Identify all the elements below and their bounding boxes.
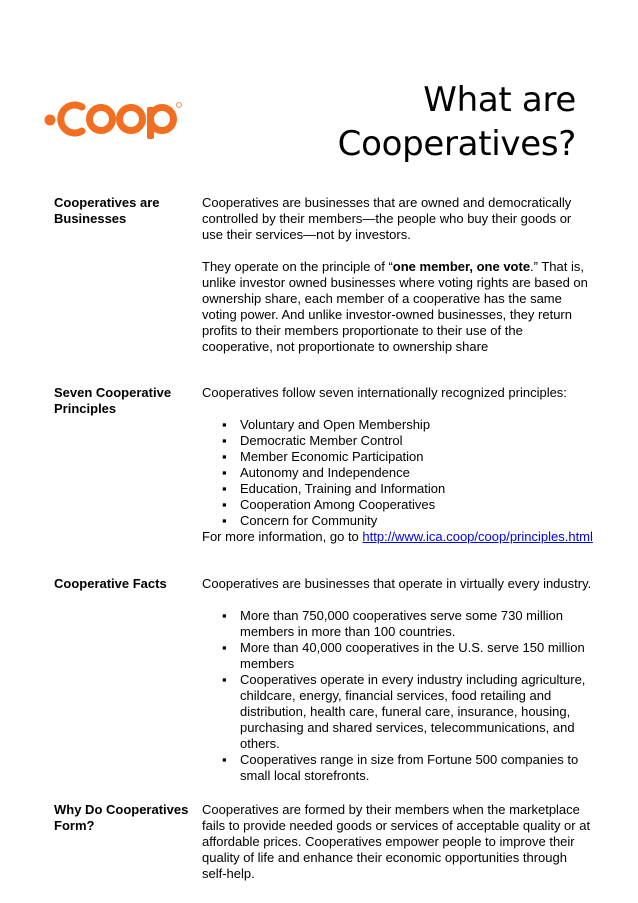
section-label <box>54 195 202 355</box>
label-line: Businesses <box>54 211 127 226</box>
section-label <box>54 385 202 545</box>
section-businesses <box>54 195 594 355</box>
page-title <box>338 78 576 166</box>
list-item: ▪ Cooperatives operate in every industry including agriculture, childcare, energy, financial services, food retailing and distribution, health care, funeral care, insurance, housing, purchasing and shared services, telecommunications, and others. <box>240 672 594 752</box>
label-line: Why Do Cooperatives <box>54 802 189 817</box>
label-line: Cooperative Facts <box>54 576 167 591</box>
section-body <box>202 385 594 545</box>
paragraph: Cooperatives follow seven internationally recognized principles: <box>202 385 567 400</box>
label-line: Seven Cooperative <box>54 385 172 400</box>
list-item: ▪ Autonomy and Independence <box>240 465 594 481</box>
section-principles <box>54 385 594 545</box>
bold-phrase: one member, one vote <box>392 259 531 274</box>
principles-list <box>202 417 594 529</box>
document-body <box>54 195 594 882</box>
section-body <box>202 802 594 882</box>
section-why-form <box>54 802 594 882</box>
section-label <box>54 802 202 882</box>
list-item: ▪ Concern for Community <box>240 513 594 529</box>
facts-list <box>202 608 594 784</box>
label-line: Form? <box>54 818 95 833</box>
section-body <box>202 576 594 784</box>
section-body <box>202 195 594 355</box>
list-item: ▪ Voluntary and Open Membership <box>240 417 594 433</box>
list-item: ▪ Member Economic Participation <box>240 449 594 465</box>
paragraph: Cooperatives are businesses that operate in virtually every industry. <box>202 576 592 591</box>
title-line-1: What are <box>423 80 576 120</box>
paragraph <box>202 529 594 545</box>
list-item: ▪ More than 40,000 cooperatives in the U.S. serve 150 million members <box>240 640 594 672</box>
text: For more information, go to <box>202 529 363 544</box>
paragraph: Cooperatives are businesses that are owned and democratically controlled by their members—the people who buy their goods or use their services—not by investors. <box>202 195 572 242</box>
text: They operate on the principle of “ <box>202 259 393 274</box>
list-item: ▪ Democratic Member Control <box>240 433 594 449</box>
title-line-2: Cooperatives? <box>337 124 576 164</box>
coop-logo <box>44 84 184 144</box>
paragraph: Cooperatives are formed by their members when the marketplace fails to provide needed goods or services of acceptable quality or at affordable prices. Cooperatives empower people to improve their quality of life and enhance their economic opportunities through self-help. <box>202 802 591 881</box>
paragraph <box>202 259 594 355</box>
list-item: ▪ Education, Training and Information <box>240 481 594 497</box>
text: .” That is, unlike investor owned businesses where voting rights are based on ownership share, each member of a cooperative has the same voting power. And unlike investor-owned businesses, they return profits to their members proportionate to their use of the cooperative, not proportionate to ownership share <box>202 259 588 354</box>
label-line: Cooperatives are <box>54 195 160 210</box>
label-line: Principles <box>54 401 117 416</box>
section-facts <box>54 576 594 784</box>
principles-link[interactable]: http://www.ica.coop/coop/principles.html <box>362 529 593 544</box>
list-item: ▪ Cooperatives range in size from Fortune 500 companies to small local storefronts. <box>240 752 594 784</box>
list-item: ▪ More than 750,000 cooperatives serve some 730 million members in more than 100 countries. <box>240 608 594 640</box>
list-item: ▪ Cooperation Among Cooperatives <box>240 497 594 513</box>
section-label <box>54 576 202 784</box>
